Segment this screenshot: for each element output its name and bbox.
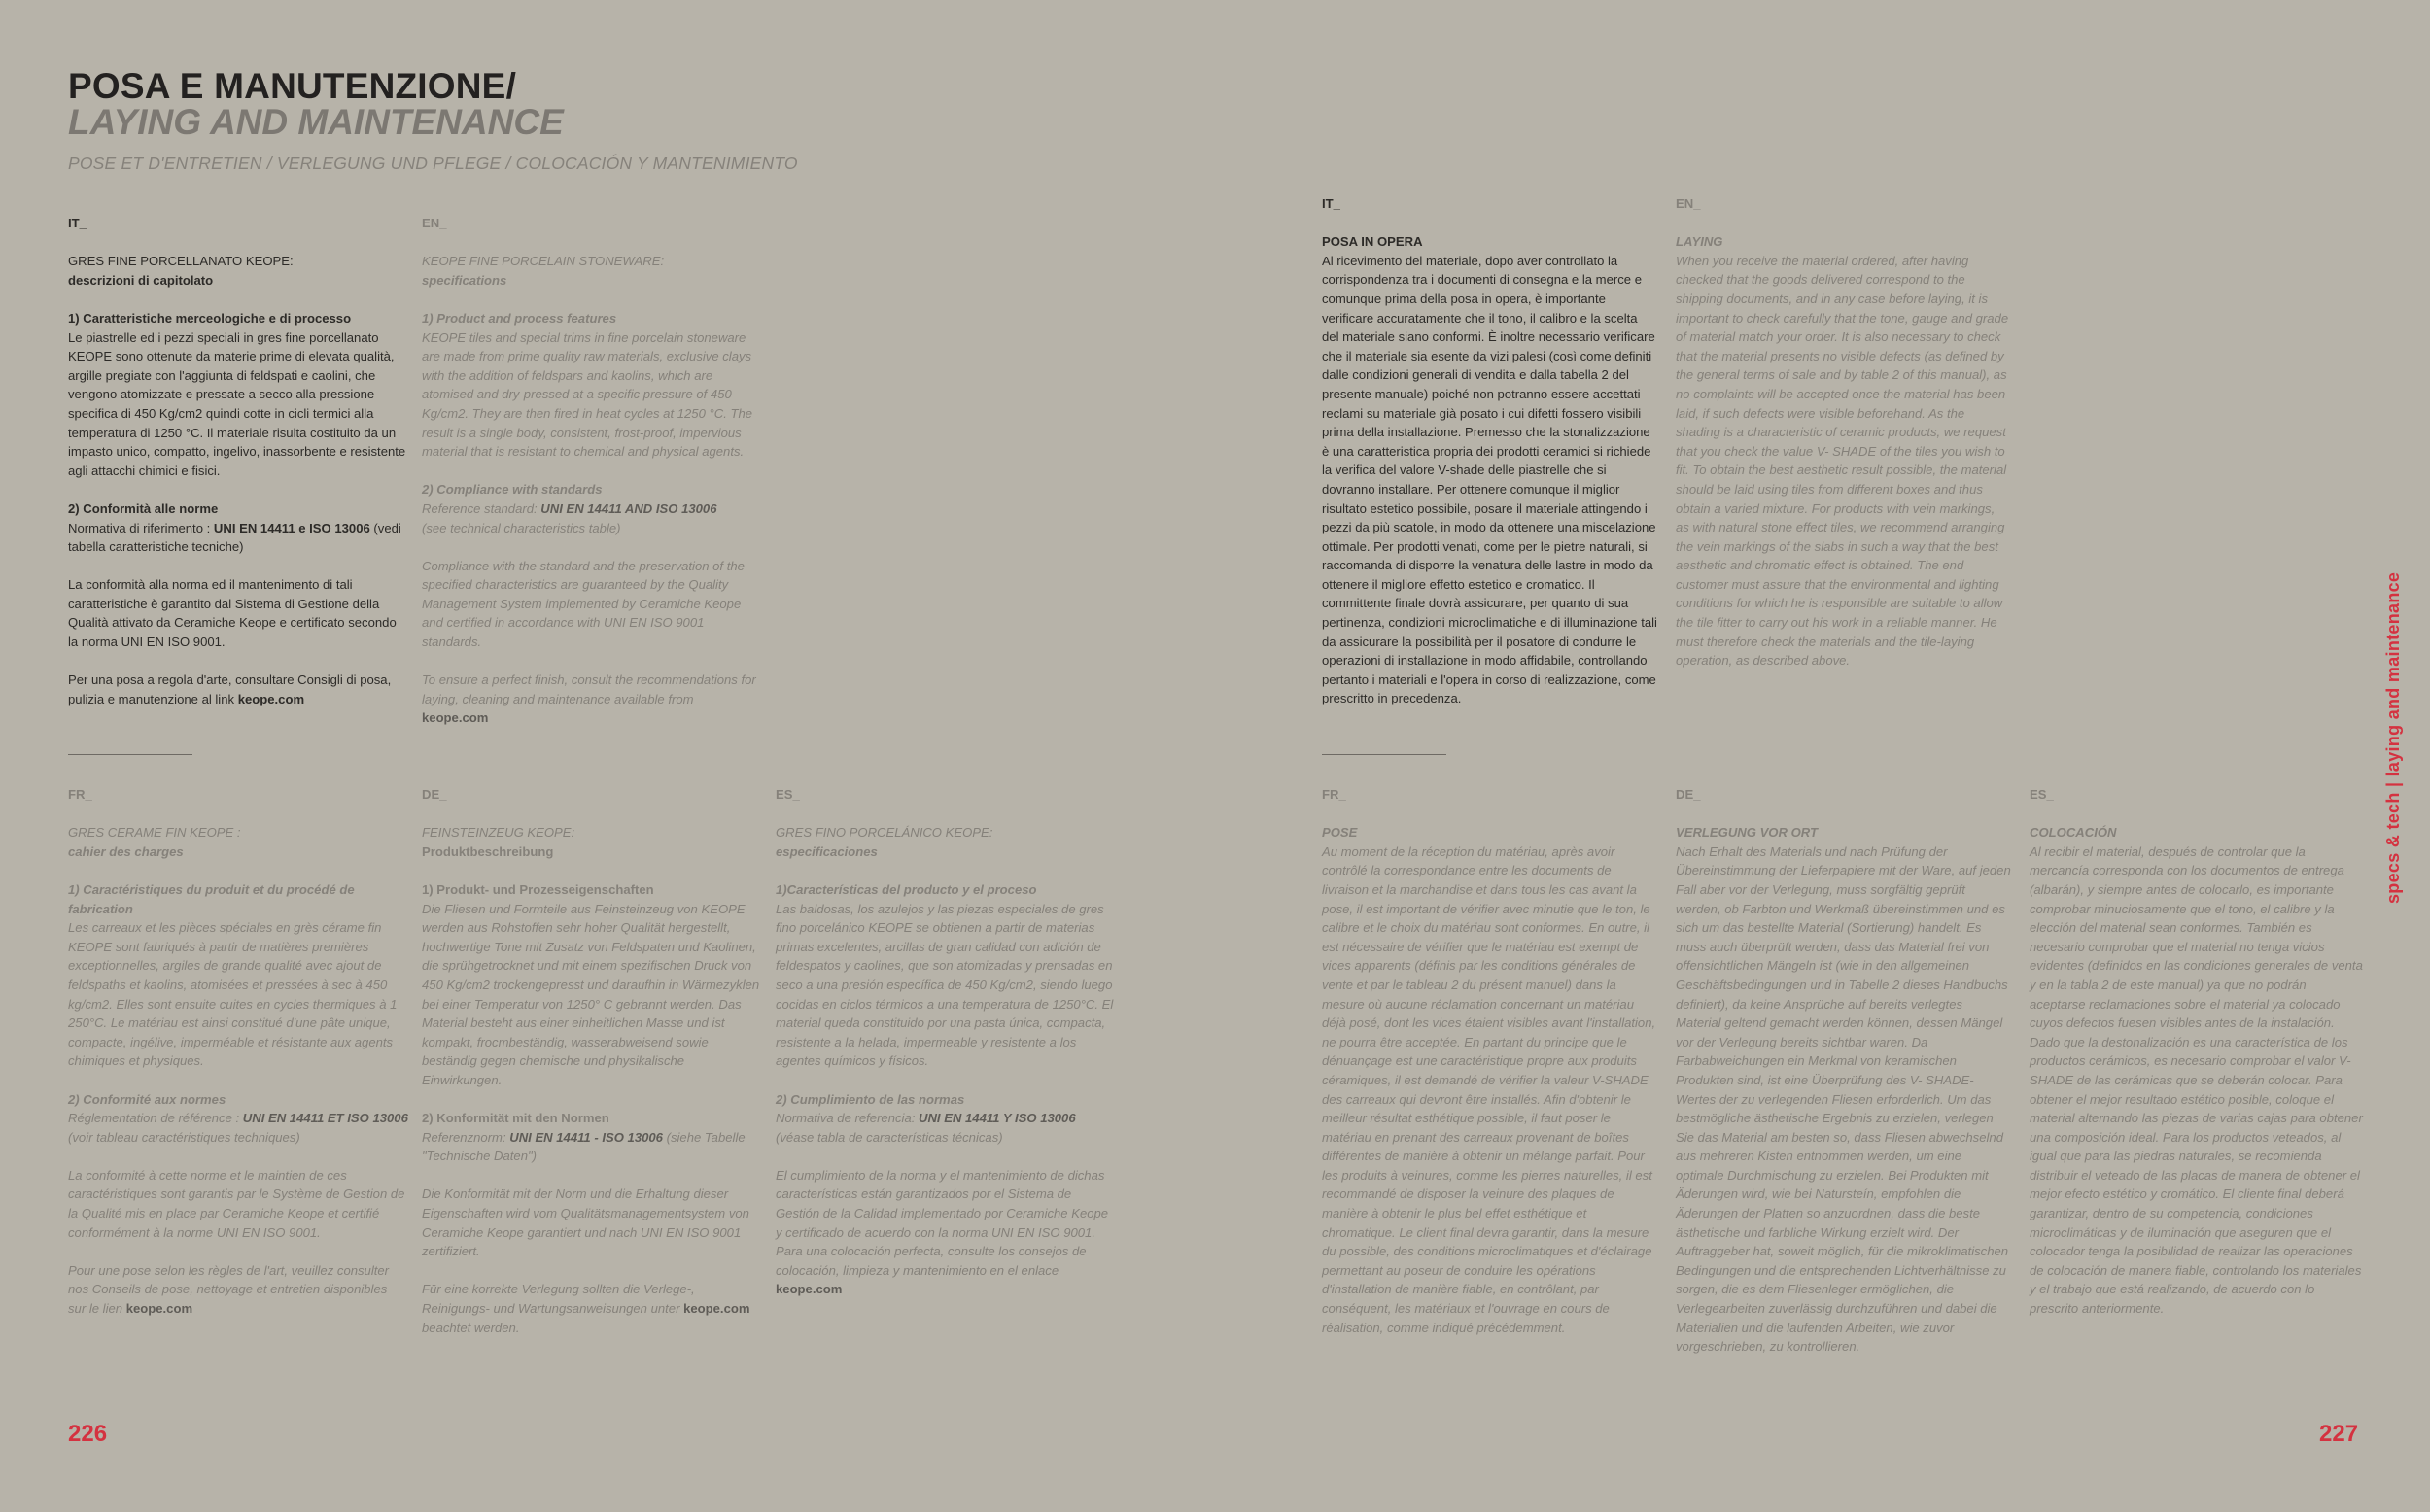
section-line: KEOPE FINE PORCELAIN STONEWARE: [422,254,665,269]
section-heading: descrizioni di capitolato [68,272,214,288]
page-number-left: 226 [68,1421,108,1447]
lang-label: IT_ [68,216,87,230]
paragraph: Normativa de referencia: UNI EN 14411 Y ISO 13006 (véase tabla de características técnicas) [776,1111,1076,1145]
lang-label: FR_ [1322,787,1346,802]
paragraph: Nach Erhalt des Materials und nach Prüfung der Übereinstimmung der Lieferpapiere mit der Ware, auf jeden Fall aber vor der Verlegung, muss sorgfältig geprüft werden, ob Farbton und Werkmaß übereinstimmen und es sich um das bestellte Material (Sortierung) handelt. Es muss auch überprüft werden, dass das Material frei von offensichtlichen Mängeln ist (wie in den allgemeinen Geschäftsbedingungen und in Tabelle 2 dieses Handbuchs definiert), da keine Ansprüche auf bereits verlegtes Material geltend gemacht werden können, dessen Mängel vor der Verlegung bereits sichtbar waren. Da Farbabweichungen ein Merkmal von keramischen Produkten sind, ist eine Überprüfung des V- SHADE- Wertes der zu verlegenden Fliesen erforderlich. Um das bestmögliche ästhetische Ergebnis zu erzielen, verlegen Sie das Material am besten so, dass Fliesen abwechselnd aus mehreren Kisten entnommen werden, um eine optimale Durchmischung zu erzielen. Bei Produkten mit Äderungen wird, wie bei Natursteín, empfohlen die Äderungen der Platten so anzuordnen, dass die beste ästhetische und farbliche Wirkung erzielt wird. Der Auftraggeber hat, soweit möglich, für die mikroklimatischen Bedingungen und die entsprechenden Lichtverhältnisse zu sorgen, die es dem Fliesenleger ermöglichen, die Verlegearbeiten zuverlässig durchzuführen und dabei die Materialien und die laufenden Arbeiten, wie zuvor vorgeschrieben, zu kontrollieren. [1676,843,2011,1355]
paragraph: Per una posa a regola d'arte, consultare Consigli di posa, pulizia e manutenzione al link keope.com [68,672,392,706]
lang-label: DE_ [1676,787,1701,802]
section-heading: specifications [422,272,507,288]
paragraph: Die Konformität mit der Norm und die Erhaltung dieser Eigenschaften wird vom Qualitätsmanagementsystem von Ceramiche Keope garantiert und nach UNI EN ISO 9001 zertifiziert. [422,1186,749,1259]
paragraph: Les carreaux et les pièces spéciales en grès cérame fin KEOPE sont fabriqués à partir de matières premières exceptionnelles, argiles de grande qualité avec ajout de feldspaths et kaolins, atomisées et pressées à sec à 450 kg/cm2. Elles sont ensuite cuites en cycles thermiques à 1 250°C. Le matériau est ainsi constitué d'une pâte unique, compacte, ingélive, imperméable et résistante aux agents chimiques et physiques. [68,920,398,1069]
section-heading: Produktbeschreibung [422,843,554,859]
paragraph: Normativa di riferimento : UNI EN 14411 e ISO 13006 (vedi tabella caratteristiche tecniche) [68,520,401,555]
subsection-title: 1) Caratteristiche merceologiche e di processo [68,310,352,326]
standard-reference: UNI EN 14411 Y ISO 13006 [919,1111,1076,1126]
section-en-laying [1676,194,2011,689]
subsection-title: 1) Product and process features [422,310,617,326]
subsection-title: 1) Caractéristiques du produit et du procédé de fabrication [68,881,355,916]
website-link[interactable]: keope.com [422,710,489,726]
section-line: GRES CERAME FIN KEOPE : [68,825,241,841]
side-section-label: specs & tech | laying and maintenance [2383,571,2403,904]
lang-label: EN_ [1676,196,1701,211]
paragraph: Al ricevimento del materiale, dopo aver controllato la corrispondenza tra i documenti di consegna e la merce e comunque prima della posa in opera, è importante verificare accuratamente che il tono, il calibro e la scelta del materiale siano conformi. È inoltre necessario verificare che il materiale sia esente da vizi palesi (così come definiti dalle condizioni generali di vendita e dalla tabella 2 del presente manuale) poiché non potranno essere accettati reclami su materiale già posato i cui difetti fossero visibili prima della installazione. Premesso che la stonalizzazione è una caratteristica propria dei prodotti ceramici si richiede la verifica del valore V-shade delle piastrelle che si dovranno installare. Per ottenere comunque il miglior risultato estetico possibile, posare il materiale attingendo i pezzi da più scatole, in modo da ottenere una miscelazione ottimale. Per prodotti venati, come per le pietre naturali, si raccomanda di disporre la venatura delle lastre in modo da ottenere il migliore effetto estetico e cromatico. Il committente finale dovrà assicurare, per quanto di sua pertinenza, condizioni microclimatiche e di illuminazione tali da assicurare la possibilità per il posatore di condurre le operazioni di installazione in modo affidabile, controllando pertanto i materiali e l'opera in corso di realizzazione, come prescritto in precedenza. [1322,253,1657,706]
section-heading: COLOCACIÓN [2030,825,2117,841]
paragraph: Réglementation de référence : UNI EN 14411 ET ISO 13006 (voir tableau caractéristiques techniques) [68,1111,408,1145]
lang-label: DE_ [422,787,447,802]
paragraph: KEOPE tiles and special trims in fine porcelain stoneware are made from prime quality raw materials, exclusive clays with the addition of feldspars and kaolins, which are atomised and dry-pressed at a specific pressure of 450 Kg/cm2. They are then fired in heat cycles at 1250 °C. The result is a single body, consistent, frost-proof, impervious material that is resistant to chemical and physical agents. [422,329,753,460]
page-number-right: 227 [2319,1421,2359,1447]
paragraph: Las baldosas, los azulejos y las piezas especiales de gres fino porcelánico KEOPE se obtienen a partir de materias primas excelentes, arcillas de gran calidad con adición de feldespatos y caolines, que son atomizadas y prensadas en seco a una presión específica de 450 Kg/cm2, siendo luego cocidas en ciclos térmicos a una temperatura de 1250°C. El material queda constituido por una pasta única, compacta, resistente a la helada, impermeable y resistente a los agentes químicos y físicos. [776,901,1114,1069]
section-heading: POSE [1322,825,1358,841]
paragraph: La conformité à cette norme et le maintien de ces caractéristiques sont garantis par le Système de Gestion de la Qualité mis en place par Ceramiche Keope et certifié conformément à la norme UNI EN ISO 9001. [68,1167,405,1240]
paragraph: To ensure a perfect finish, consult the recommendations for laying, cleaning and maintenance available from keope.com [422,672,756,726]
paragraph: Für eine korrekte Verlegung sollten die Verlege-, Reinigungs- und Wartungsanweisungen unter keope.com beachtet werden. [422,1282,750,1335]
standard-reference: UNI EN 14411 - ISO 13006 [509,1129,663,1145]
divider [1322,754,1446,755]
paragraph: Al recibir el material, después de controlar que la mercancía corresponda con los documentos de entrega (albarán), y siempre antes de colocarlo, es importante comprobar minuciosamente que el tono, el calibre y la elección del material sean conformes. También es necesario comprobar que el material no tenga vicios evidentes (definidos en las condiciones generales de venta y en la tabla 2 de este manual) ya que no podrán aceptarse reclamaciones sobre el material ya colocado cuyos defectos fuesen visibles antes de la instalación. Dado que la destonalización es una característica de los productos cerámicos, es necesario comprobar el valor V-SHADE de las cerámicas que se deberán colocar. Para obtener el mejor resultado estético posible, coloque el material alternando las piezas de varias cajas para obtener una composición ideal. Para los productos veteados, al igual que para las piedras naturales, se recomienda distribuir el veteado de las placas de manera de obtener el mejor efecto estético y cromático. El cliente final deberá garantizar, dentro de su competencia, condiciones microclimáticas y de iluminación que aseguren que el colocador tenga la posibilidad de realizar las operaciones de colocación de manera fiable, controlando los materiales y el trabajo que está realizando, de acuerdo con lo prescrito anteriormente. [2030,843,2363,1317]
section-fr-laying [1322,785,1657,1357]
paragraph: Referenznorm: UNI EN 14411 - ISO 13006 (siehe Tabelle "Technische Daten") [422,1129,746,1164]
subsection-title: 2) Conformité aux normes [68,1091,226,1107]
subsection-title: 2) Konformität mit den Normen [422,1111,609,1126]
section-de-specifications [422,785,762,1357]
page-title-english: LAYING AND MAINTENANCE [68,102,564,142]
paragraph: Die Fliesen und Formteile aus Feinsteinzeug von KEOPE werden aus Rohstoffen sehr hoher Qualität hergestellt, hochwertige Tone mit Zusatz von Feldspaten und Kaolinen, die sprühgetrocknet und mit einem spezifischen Druck von 450 Kg/cm2 trockengepresst und daraufhin in Wärmezyklen bei einer Temperatur von 1250° C gebrannt werden. Das Material besteht aus einer einheitlichen Masse und ist kompakt, froстbeständig, wasserabweisend sowie beständig gegen chemische und physikalische Einwirkungen. [422,901,760,1087]
section-es-specifications [776,785,1116,1319]
section-it-specifications [68,214,408,728]
section-heading: LAYING [1676,234,1723,250]
section-it-laying [1322,194,1657,728]
subsection-title: 1) Produkt- und Prozesseigenschaften [422,881,654,897]
section-heading: VERLEGUNG VOR ORT [1676,825,1818,841]
website-link[interactable]: keope.com [776,1282,843,1297]
website-link[interactable]: keope.com [683,1301,750,1317]
subsection-title: 2) Compliance with standards [422,482,603,498]
section-heading: POSA IN OPERA [1322,234,1423,250]
website-link[interactable]: keope.com [237,691,305,706]
section-heading: cahier des charges [68,843,184,859]
lang-label: FR_ [68,787,92,802]
subsection-title: 1)Características del producto y el proceso [776,881,1037,897]
lang-label: EN_ [422,216,447,230]
section-de-laying [1676,785,2011,1375]
paragraph: Pour une pose selon les règles de l'art, veuillez consulter nos Conseils de pose, nettoyage et entretien disponibles sur le lien keope.com [68,1262,390,1317]
section-heading: especificaciones [776,843,878,859]
paragraph: Reference standard: UNI EN 14411 AND ISO 13006 (see technical characteristics table) [422,500,717,535]
section-en-specifications [422,214,762,747]
paragraph: Para una colocación perfecta, consulte los consejos de colocación, limpieza y mantenimiento en el enlace keope.com [776,1244,1087,1297]
subsection-title: 2) Cumplimiento de las normas [776,1091,965,1107]
paragraph: El cumplimiento de la norma y el mantenimiento de dichas características están garantizados por el Sistema de Gestión de la Calidad implementado por Ceramiche Keope y certificado de acuerdo con la norma UNI EN ISO 9001. [776,1167,1109,1240]
page-subtitle: POSE ET D'ENTRETIEN / VERLEGUNG UND PFLEGE / COLOCACIÓN Y MANTENIMIENTO [68,154,798,173]
lang-label: IT_ [1322,196,1340,211]
standard-reference: UNI EN 14411 e ISO 13006 [213,520,370,535]
section-line: GRES FINE PORCELLANATO KEOPE: [68,254,294,269]
section-line: GRES FINO PORCELÁNICO KEOPE: [776,825,993,841]
subsection-title: 2) Conformità alle norme [68,500,219,516]
standard-reference: UNI EN 14411 ET ISO 13006 [242,1111,408,1126]
page-title: POSA E MANUTENZIONE/ [68,66,517,106]
paragraph: Compliance with the standard and the preservation of the specified characteristics are guaranteed by the Quality Management System implemented by Ceramiche Keope and certified in accordance with UNI EN ISO 9001 standards. [422,558,745,650]
paragraph: Le piastrelle ed i pezzi speciali in gres fine porcellanato KEOPE sono ottenute da materie prime di elevata qualità, argille pregiate con l'aggiunta di feldspati e caolini, che vengono atomizzate e pressate a secco alla pressione specifica di 450 Kg/cm2 quindi cotte in cicli termici alla temperatura di 1250 °C. Il materiale risulta costituito da un impasto unico, compatto, ingelivo, inassorbente e resistente agli attacchi chimici e fisici. [68,329,406,478]
section-fr-specifications [68,785,408,1337]
website-link[interactable]: keope.com [125,1301,193,1317]
lang-label: ES_ [776,787,800,802]
paragraph: Au moment de la réception du matériau, après avoir contrôlé la correspondance entre les documents de livraison et la marchandise et dans tous les cas avant la pose, il est important de vérifier avec minutie que le ton, le calibre et le choix du matériau sont conformes. En outre, il est nécessaire de vérifier que le matériau est exempt de vices apparents (définis par les conditions générales de vente et par le tableau 2 du présent manuel) dans la mesure où aucune réclamation concernant un matériau déjà posé, dont les vices étaient visibles avant l'installation, ne pourra être acceptée. En partant du principe que le dénuançage est une caractéristique propre aux produits céramiques, il est demandé de vérifier la valeur V-SHADE des carreaux qui devront être installés. Afin d'obtenir le meilleur résultat esthétique possible, il faut poser le matériau en prenant des carreaux provenant de boîtes différentes de manière à obtenir un mélange parfait. Pour les produits à veinures, comme les pierres naturelles, il est recommandé de disposer la veinure des plaques de manière à obtenir le plus bel effet esthétique et chromatique. Le client final devra garantir, dans la mesure du possible, des conditions microclimatiques et d'éclairage permettant au poseur de conduire les opérations d'installation de manière fiable, en contrôlant, par conséquent, les matériaux et l'ouvrage en cours de réalisation, comme indiqué précédemment. [1322,843,1656,1335]
lang-label: ES_ [2030,787,2054,802]
section-es-laying [2030,785,2365,1337]
standard-reference: UNI EN 14411 AND ISO 13006 [540,500,717,516]
section-line: FEINSTEINZEUG KEOPE: [422,825,575,841]
paragraph: La conformità alla norma ed il mantenimento di tali caratteristiche è garantito dal Sistema di Gestione della Qualità attivato da Ceramiche Keope e certificato secondo la norma UNI EN ISO 9001. [68,577,397,650]
divider [68,754,192,755]
paragraph: When you receive the material ordered, after having checked that the goods delivered correspond to the shipping documents, and in any case before laying, it is important to check carefully that the tone, gauge and grade of material match your order. It is also necessary to check that the material presents no visible defects (as defined by the general terms of sale and by table 2 of this manual), as no complaints will be accepted once the material has been laid, if such defects were visible beforehand. As the shading is a characteristic of ceramic products, we request that you check the value V- SHADE of the tiles you wish to fit. To obtain the best aesthetic result possible, the material should be laid using tiles from different boxes and thus obtain a varied mixture. For products with vein markings, as with natural stone effect tiles, we recommend arranging the vein markings of the slabs in such a way that the best aesthetic and chromatic effect is obtained. The end customer must assure that the environmental and lighting conditions for which he is responsible are suitable to allow the tile fitter to carry out his work in a reliable manner. He must therefore check the materials and the tile-laying operation, as described above. [1676,253,2009,669]
